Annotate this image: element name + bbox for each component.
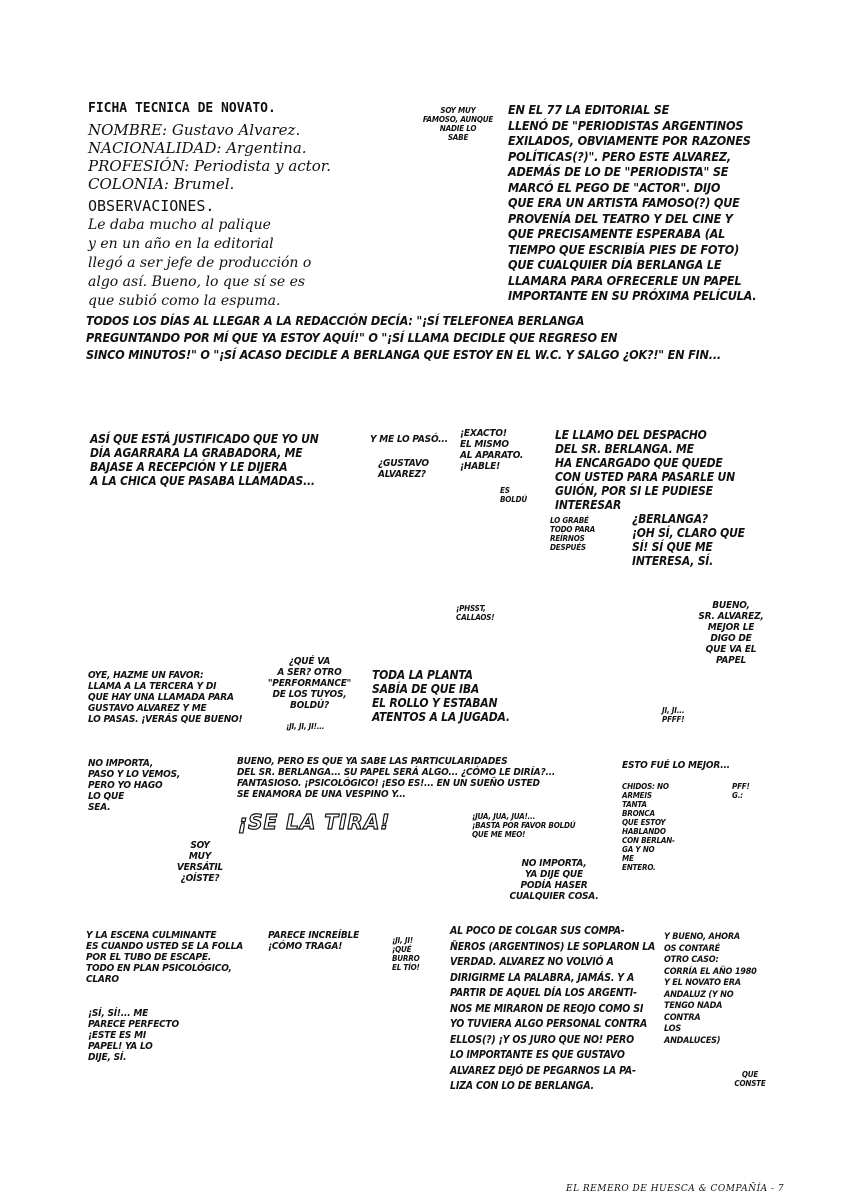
balloon-gustavo: ¿GUSTAVO ALVAREZ? [378, 458, 429, 480]
balloon-y-la-escena: Y LA ESCENA CULMINANTE ES CUANDO USTED SE LA FOLLA POR EL TUBO DE ESCAPE. TODO EN PLAN PSICOLÓGICO, CLARO [86, 930, 244, 985]
balloon-famoso: SOY MUY FAMOSO, AUNQUE NADIE LO SABE [422, 106, 494, 142]
observaciones-text: Le daba mucho al palique y en un año en la editorial llegó a ser jefe de producción o algo así. Bueno, lo que sí se es que subió como la espuma. [88, 217, 312, 309]
balloon-berlanga-q: ¿BERLANGA? ¡OH SÍ, CLARO QUE SÍ! SÍ QUE ME INTERESA, SÍ. [632, 512, 745, 568]
balloon-parece: PARECE INCREÍBLE ¡CÓMO TRAGA! [268, 930, 360, 952]
balloon-bueno-pero: BUENO, PERO ES QUE YA SABE LAS PARTICULARIDADES DEL SR. BERLANGA... SU PAPEL SERÁ ALGO... ¿CÓMO LE DIRÍA?... FANTASIOSO. ¡PSICOLÓGICO! ¡ESO ES!... EN UN SUEÑO USTED SE ENAMORA DE UNA VESPINO Y... [237, 756, 556, 800]
balloon-lo-grabe: LO GRABÉ TODO PARA REÍRNOS DESPUÉS [550, 516, 596, 552]
narration-grabadora: ASÍ QUE ESTÁ JUSTIFICADO QUE YO UN DÍA AGARRARA LA GRABADORA, ME BAJASE A RECEPCIÓN Y LE DIJERA A LA CHICA QUE PASABA LLAMADAS... [90, 432, 319, 488]
narration-77: EN EL 77 LA EDITORIAL SE LLENÓ DE "PERIODISTAS ARGENTINOS EXILADOS, OBVIAMENTE POR RAZONES POLÍTICAS(?)". PERO ESTE ALVAREZ, ADEMÁS DE LO DE "PERIODISTA" SE MARCÓ EL PEGO DE "ACTOR". DIJO QUE ERA UN ARTISTA FAMOSO(?) QUE PROVENÍA DEL TEATRO Y DEL CINE Y QUE PRECISAMENTE ESPERABA (AL TIEMPO QUE ESCRIBÍA PIES DE FOTO) QUE CUALQUIER DÍA BERLANGA LE LLAMARA PARA OFRECERLE UN PAPEL IMPORTANTE EN SU PRÓXIMA PELÍCULA. [508, 102, 757, 303]
balloon-jiji-pfff: JI, JI... PFFF! [662, 706, 685, 724]
ficha-nacionalidad: NACIONALIDAD: Argentina. [88, 139, 307, 157]
balloon-no-importa: NO IMPORTA, PASO Y LO VEMOS, PERO YO HAGO LO QUE SEA. [88, 758, 181, 813]
balloon-pff: PFF! G.: [732, 782, 750, 800]
balloon-si-si: ¡SÍ, SÍ!... ME PARECE PERFECTO ¡ESTE ES MI PAPEL! YA LO DIJE, SÍ. [88, 1008, 179, 1063]
page-footer: EL REMERO DE HUESCA & COMPAÑÍA - 7 [566, 1184, 785, 1194]
balloon-le-llamo: LE LLAMO DEL DESPACHO DEL SR. BERLANGA. ME HA ENCARGADO QUE QUEDE CON USTED PARA PASARLE UN GUIÓN, POR SI LE PUDIESE INTERESAR [555, 428, 735, 512]
balloon-ji-ji: ¡JI, JI, JI!... [286, 722, 325, 731]
balloon-pssst: ¡PHSST, CALLAOS! [456, 604, 495, 622]
shout-se-la-tira: ¡SE LA TIRA! [238, 810, 391, 834]
observaciones-title: OBSERVACIONES. [88, 197, 215, 215]
ficha-title: FICHA TECNICA DE NOVATO. [88, 101, 276, 116]
narration-toda-la-planta: TODA LA PLANTA SABÍA DE QUE IBA EL ROLLO Y ESTABAN ATENTOS A LA JUGADA. [372, 668, 510, 724]
balloon-no-importa-2: NO IMPORTA, YA DIJE QUE PODÍA HASER CUALQUIER COSA. [509, 858, 599, 902]
balloon-que-conste: QUE CONSTE [734, 1070, 766, 1088]
balloon-chidos: CHIDOS: NO ARMEIS TANTA BRONCA QUE ESTOY HABLANDO CON BERLAN- GA Y NO ME ENTERO. [622, 782, 675, 872]
balloon-y-bueno: Y BUENO, AHORA OS CONTARÉ OTRO CASO: CORRÍA EL AÑO 1980 Y EL NOVATO ERA ANDALUZ (Y NO TENGO NADA CONTRA LOS ANDALUCES) [664, 932, 757, 1046]
narration-esto-fue: ESTO FUÉ LO MEJOR... [622, 760, 730, 771]
balloon-que-va: ¿QUÉ VA A SER? OTRO "PERFORMANCE" DE LOS TUYOS, BOLDÚ? [267, 656, 352, 711]
balloon-bueno-sr: BUENO, SR. ALVAREZ, MEJOR LE DIGO DE QUE VA EL PAPEL [698, 600, 764, 666]
balloon-exacto: ¡EXACTO! EL MISMO AL APARATO. ¡HABLE! [460, 428, 524, 472]
balloon-soy-versatil: SOY MUY VERSÁTIL ¿OÍSTE? [176, 840, 224, 884]
narration-todos-los-dias: TODOS LOS DÍAS AL LLEGAR A LA REDACCIÓN DECÍA: "¡SÍ TELEFONEA BERLANGA PREGUNTANDO POR MÍ QUE YA ESTOY AQUÍ!" O "¡SÍ LLAMA DECIDLE QUE REGRESO EN SINCO MINUTOS!" O "¡SÍ ACASO DECIDLE A BERLANGA QUE ESTOY EN EL W.C. Y SALGO ¿OK?!" EN FIN... [86, 313, 721, 362]
balloon-ji-que-burro: ¡JI, JI! ¡QUÉ BURRO EL TÍO! [392, 936, 420, 972]
ficha-colonia: COLONIA: Brumel. [88, 175, 235, 193]
balloon-jua: ¡JUA, JUA, JUA!... ¡BASTA POR FAVOR BOLDÚ QUE ME MEO! [472, 812, 576, 839]
balloon-oye: OYE, HAZME UN FAVOR: LLAMA A LA TERCERA Y DI QUE HAY UNA LLAMADA PARA GUSTAVO ALVAREZ Y ME LO PASAS. ¡VERÁS QUE BUENO! [88, 670, 243, 725]
ficha-nombre: NOMBRE: Gustavo Alvarez. [88, 121, 301, 139]
balloon-es-boldu: ES BOLDÚ [500, 486, 528, 504]
balloon-y-me-lo-paso: Y ME LO PASÓ... [370, 434, 448, 445]
ficha-profesion: PROFESIÓN: Periodista y actor. [88, 157, 332, 175]
narration-al-poco: AL POCO DE COLGAR SUS COMPA- ÑEROS (ARGENTINOS) LE SOPLARON LA VERDAD. ALVAREZ NO VOLVIÓ A DIRIGIRME LA PALABRA, JAMÁS. Y A PARTIR DE AQUEL DÍA LOS ARGENTI- NOS ME MIRARON DE REOJO COMO SI YO TUVIERA ALGO PERSONAL CONTRA ELLOS(?) ¡Y OS JURO QUE NO! PERO LO IMPORTANTE ES QUE GUSTAVO ALVAREZ DEJÓ DE PEGARNOS LA PA- LIZA CON LO DE BERLANGA. [450, 925, 656, 1092]
